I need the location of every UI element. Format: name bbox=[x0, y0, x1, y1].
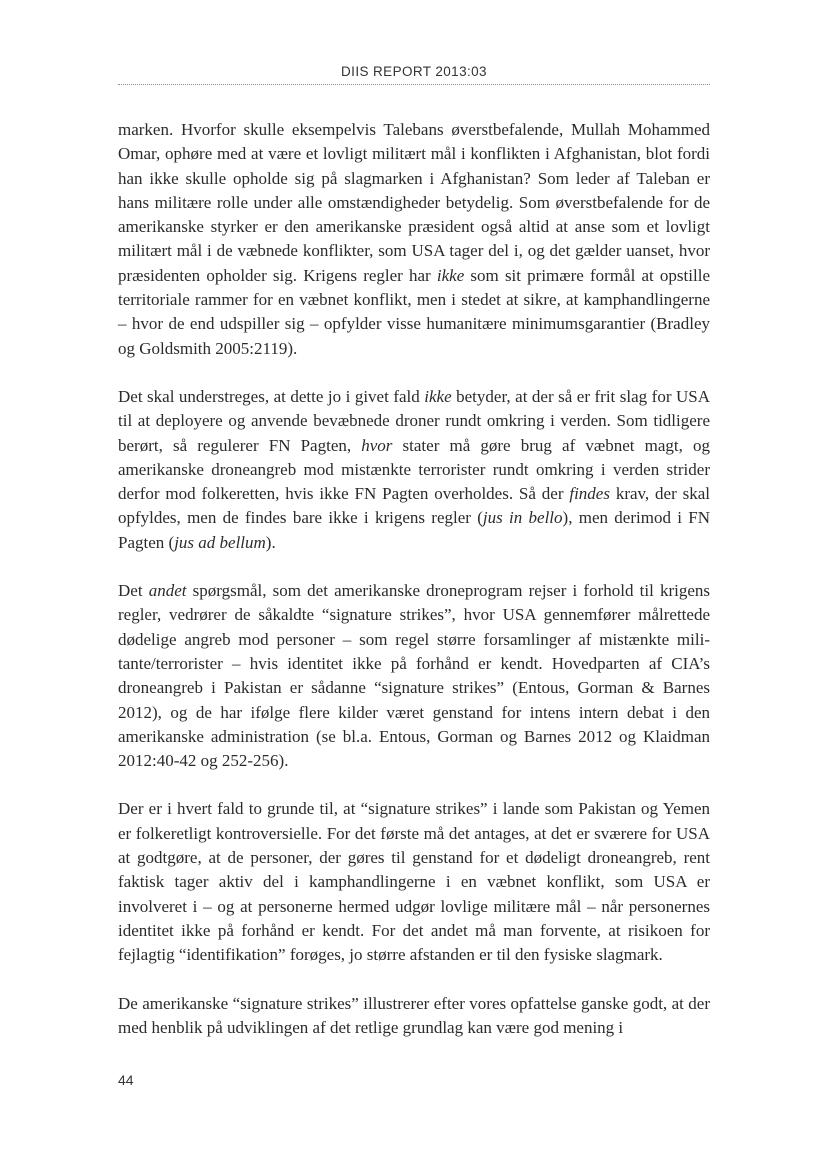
text-run: spørgsmål, som det amerikanske droneprogram rejser i forhold til krigens regler, vedrører de såkaldte “signature strikes”, hvor USA gennemfører målrettede dødelige angreb mod personer – som regel større forsamlinger af mistænkte militante/terrorister – hvis identitet ikke på forhånd er kendt. Hovedparten af CIA’s droneangreb i Pakistan er sådanne “signature strikes” (Entous, Gorman & Barnes 2012), og de har ifølge flere kilder været genstand for intens intern debat i den amerikanske administration (se bl.a. Entous, Gorman og Barnes 2012 og Klaidman 2012:40-42 og 252-256). bbox=[118, 581, 711, 771]
text-run: stater må gøre brug af væbnet magt, og amerikanske droneangreb mod mistænkte terrorister rundt omkring i verden strider derfor mod folkeretten, hvis ikke FN Pagten overholdes. Så der bbox=[118, 435, 710, 504]
italic-text-run: ikke bbox=[436, 265, 465, 285]
paragraph-1 bbox=[118, 118, 710, 361]
header-divider bbox=[118, 84, 710, 85]
italic-text-run: hvor bbox=[361, 435, 393, 455]
italic-text-run: andet bbox=[148, 581, 187, 601]
text-run: krav, der skal opfyldes, men de findes bare ikke i krigens regler ( bbox=[118, 484, 710, 528]
paragraph-4 bbox=[118, 797, 710, 967]
italic-text-run: findes bbox=[569, 484, 610, 504]
text-run: betyder, at der så er frit slag for USA til at deployere og anvende bevæbnede droner rundt omkring i verden. Som tidligere berørt, så regulerer FN Pagten, bbox=[118, 386, 710, 455]
text-run: marken. Hvorfor skulle eksempelvis Talebans øverstbefalende, Mullah Mohammed Omar, ophøre med at være et lovligt militært mål i konflikten i Afghanistan, blot fordi han ikke skulle opholde sig på slagmarken i Afghanistan? Som leder af Taleban er hans militære rolle under alle omstændigheder betydelig. Som øverstbefalende for de amerikanske styrker er den amerikanske præsident også altid at anse som et lovligt militært mål i de væbnede konflikter, som USA tager del i, og det gælder uanset, hvor præsidenten opholder sig. Krigens regler har bbox=[118, 120, 710, 285]
paragraph-3 bbox=[118, 579, 710, 773]
text-run: som sit primære formål at opstille territoriale rammer for en væbnet konflikt, men i stedet at sikre, at kamphandlingerne – hvor de end udspiller sig – opfylder visse humanitære minimumsgarantier (Bradley og Goldsmith 2005:2119). bbox=[118, 265, 710, 358]
text-run: ). bbox=[265, 532, 276, 552]
text-run: Det skal understreges, at dette jo i givet fald bbox=[118, 386, 425, 406]
italic-text-run: jus ad bellum bbox=[174, 532, 266, 552]
text-run: De amerikanske “signature strikes” illustrerer efter vores opfattelse ganske godt, at der med henblik på udviklingen af det retlige grundlag kan være god mening i bbox=[118, 993, 710, 1037]
text-run: Det bbox=[118, 581, 149, 601]
italic-text-run: jus in bello bbox=[482, 508, 563, 528]
text-run: ), men derimod i FN Pagten ( bbox=[118, 508, 710, 552]
paragraph-5 bbox=[118, 992, 710, 1041]
paragraph-2 bbox=[118, 385, 710, 555]
page-number: 44 bbox=[118, 1072, 134, 1088]
body-text bbox=[118, 118, 710, 1040]
text-run: Der er i hvert fald to grunde til, at “signature strikes” i lande som Pakistan og Yemen er folkeretligt kontroversielle. For det første må det antages, at det er sværere for USA at godtgøre, at de personer, der gøres til genstand for et dødeligt droneangreb, rent faktisk tager aktiv del i kamphandlingerne i en væbnet konflikt, som USA er involveret i – og at personerne hermed udgør lovlige militære mål – når personernes identitet ikke på forhånd er kendt. For det andet må man forvente, at risikoen for fejlagtig “identifikation” forøges, jo større afstanden er til den fysiske slagmark. bbox=[118, 799, 710, 965]
italic-text-run: ikke bbox=[424, 386, 452, 406]
running-header: DIIS REPORT 2013:03 bbox=[341, 64, 487, 79]
